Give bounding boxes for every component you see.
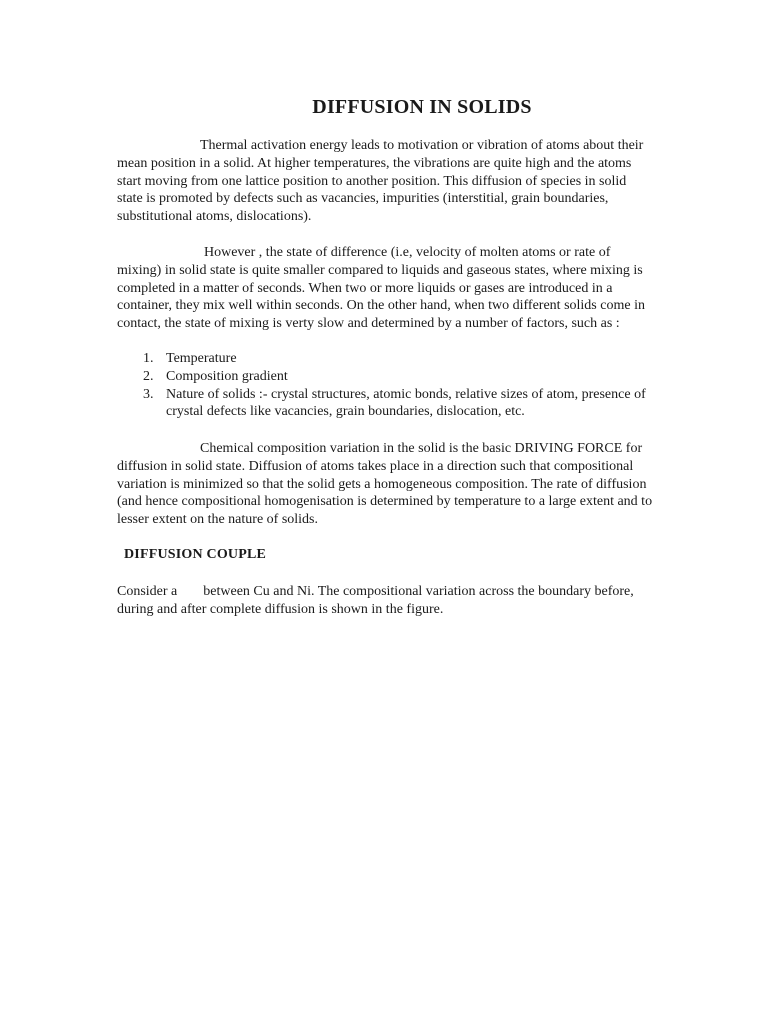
list-item-number: 1. [143, 351, 154, 366]
list-item-text: Composition gradient [166, 368, 288, 384]
page-title: DIFFUSION IN SOLIDS [312, 96, 532, 118]
paragraph-text-start: Consider a [117, 584, 178, 599]
list-item-text: Nature of solids :- crystal structures, atomic bonds, relative sizes of atom, presence of crystal defects like vacancies, grain boundaries, dislocation, etc. [166, 386, 646, 420]
paragraph-state-of-difference [117, 244, 653, 333]
paragraph-driving-force [117, 440, 653, 529]
paragraph-text: However , the state of difference (i.e, velocity of molten atoms or rate of mixing) in solid state is quite smaller compared to liquids and gaseous states, where mixing is completed in a matter of seconds. When two or more liquids or gases are introduced in a container, they mix well within seconds. On the other hand, when two different solids come in contact, the state of mixing is verty slow and determined by a number of factors, such as : [117, 245, 645, 332]
list-item-text: Temperature [166, 351, 237, 366]
list-item [117, 386, 653, 422]
paragraph-thermal-activation [117, 137, 653, 226]
paragraph-diffusion-couple [117, 583, 653, 619]
factor-list [117, 350, 653, 421]
list-item [117, 368, 653, 386]
paragraph-text-rest: between Cu and Ni. The compositional variation across the boundary before, during and after complete diffusion is shown in the figure. [117, 584, 634, 617]
paragraph-text: Thermal activation energy leads to motivation or vibration of atoms about their mean position in a solid. At higher temperatures, the vibrations are quite high and the atoms start moving from one lattice position to another position. This diffusion of species in solid state is promoted by defects such as vacancies, impurities (interstitial, grain boundaries, substitutional atoms, dislocations). [117, 138, 644, 225]
list-item [117, 350, 653, 368]
paragraph-text: Chemical composition variation in the solid is the basic DRIVING FORCE for diffusion in solid state. Diffusion of atoms takes place in a direction such that compositional variation is minimized so that the solid gets a homogeneous composition. The rate of diffusion (and hence compositional homogenisation is determined by temperature to a large extent and to lesser extent on the nature of solids. [117, 441, 653, 528]
list-item-number: 2. [143, 368, 154, 384]
section-heading: DIFFUSION COUPLE [124, 547, 267, 562]
list-item-number: 3. [143, 386, 154, 402]
